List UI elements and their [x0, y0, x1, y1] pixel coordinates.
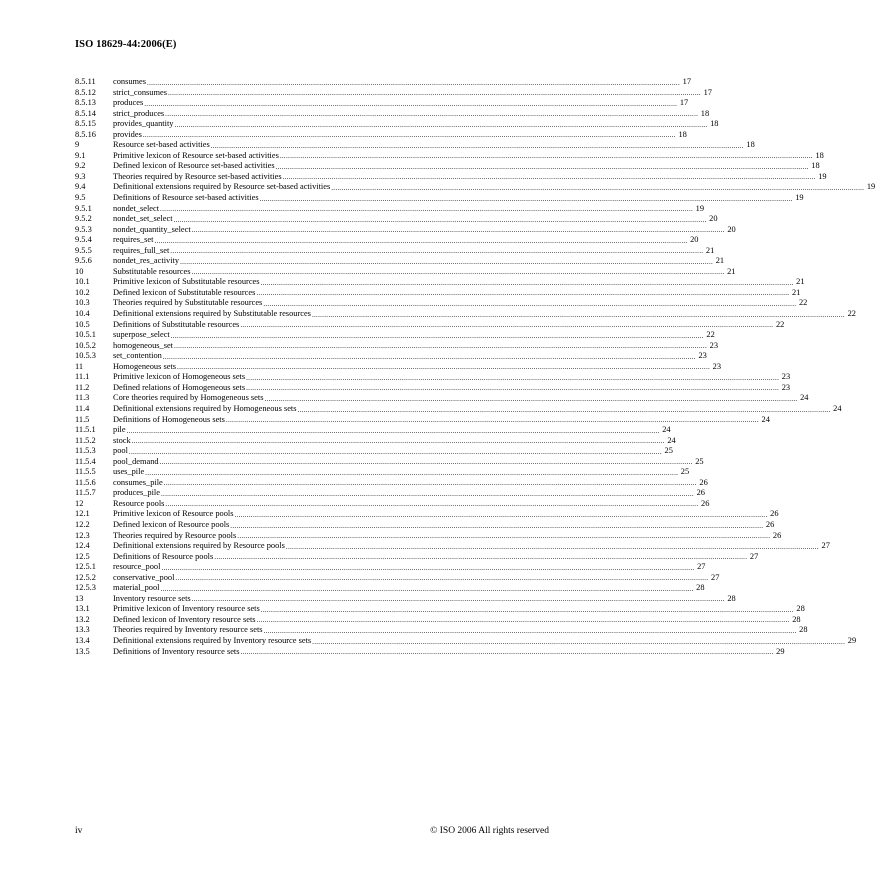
- toc-dot-leader: ....................................................................................................................................................................................................................................................................: [191, 595, 725, 604]
- toc-entry-title[interactable]: Definitional extensions required by Resource set-based activities: [113, 182, 331, 192]
- toc-entry-title[interactable]: pool_demand: [113, 456, 159, 466]
- toc-entry-title[interactable]: Primitive lexicon of Resource pools: [113, 509, 234, 519]
- toc-entry-number: 11.5.3: [75, 446, 96, 456]
- toc-entry[interactable]: [75, 519, 775, 531]
- toc-entry-title[interactable]: Primitive lexicon of Resource set-based activities: [113, 150, 279, 160]
- toc-entry[interactable]: [75, 488, 705, 499]
- toc-entry-title[interactable]: requires_set: [113, 235, 154, 245]
- toc-dot-leader: ....................................................................................................................................................................................................................................................................: [191, 226, 725, 235]
- toc-entry-number: 10.5.3: [75, 351, 96, 361]
- toc-dot-leader: ....................................................................................................................................................................................................................................................................: [260, 278, 794, 287]
- toc-dot-leader: ....................................................................................................................................................................................................................................................................: [160, 584, 694, 593]
- toc-entry[interactable]: [75, 77, 692, 88]
- toc-entry-page[interactable]: 18: [700, 108, 710, 118]
- toc-entry-number: 8.5.12: [75, 87, 96, 97]
- toc-entry-number: 8.5.15: [75, 119, 96, 129]
- toc-entry-number: 11.5.1: [75, 425, 96, 435]
- toc-entry[interactable]: [75, 635, 857, 647]
- toc-dot-leader: ....................................................................................................................................................................................................................................................................: [259, 194, 793, 203]
- toc-entry-page[interactable]: 18: [815, 150, 824, 160]
- toc-entry-title[interactable]: Theories required by Substitutable resources: [113, 298, 263, 308]
- toc-dot-leader: ....................................................................................................................................................................................................................................................................: [161, 563, 695, 572]
- toc-entry-title[interactable]: material_pool: [113, 583, 160, 593]
- toc-dot-leader: ....................................................................................................................................................................................................................................................................: [131, 437, 665, 446]
- toc-entry-title[interactable]: Primitive lexicon of Inventory resource sets: [113, 604, 260, 614]
- toc-entry-title[interactable]: Core theories required by Homogeneous sets: [113, 393, 264, 403]
- toc-entry-number: 11.4: [75, 403, 90, 413]
- toc-entry[interactable]: [75, 477, 708, 489]
- toc-entry-page[interactable]: 23: [781, 372, 791, 382]
- toc-dot-leader: ....................................................................................................................................................................................................................................................................: [263, 300, 797, 309]
- toc-dot-leader: ....................................................................................................................................................................................................................................................................: [256, 616, 790, 625]
- toc-dot-leader: ....................................................................................................................................................................................................................................................................: [163, 479, 697, 488]
- toc-entry[interactable]: [75, 182, 875, 193]
- toc-dot-leader: ....................................................................................................................................................................................................................................................................: [174, 120, 708, 129]
- toc-entry[interactable]: [75, 530, 782, 542]
- toc-entry-page[interactable]: 18: [746, 140, 755, 150]
- toc-entry-number: 9.5.6: [75, 256, 92, 266]
- toc-dot-leader: ....................................................................................................................................................................................................................................................................: [237, 532, 771, 541]
- toc-dot-leader: ....................................................................................................................................................................................................................................................................: [128, 447, 662, 456]
- toc-entry-page[interactable]: 28: [727, 593, 736, 603]
- toc-entry-number: 11.5: [75, 414, 90, 424]
- toc-entry-number: 8.5.13: [75, 98, 96, 108]
- toc-entry[interactable]: [75, 214, 718, 225]
- toc-entry-number: 8.5.16: [75, 129, 96, 139]
- toc-entry-page[interactable]: 18: [710, 119, 719, 129]
- toc-entry-page[interactable]: 24: [662, 425, 671, 435]
- toc-entry[interactable]: [75, 287, 801, 299]
- toc-entry[interactable]: [75, 319, 785, 331]
- toc-dot-leader: ....................................................................................................................................................................................................................................................................: [331, 184, 865, 193]
- toc-dot-leader: ....................................................................................................................................................................................................................................................................: [167, 89, 701, 98]
- toc-entry-title[interactable]: strict_consumes: [113, 87, 167, 97]
- toc-entry-page[interactable]: 22: [847, 309, 856, 319]
- toc-entry[interactable]: [75, 625, 808, 636]
- toc-entry-number: 10.1: [75, 277, 90, 287]
- toc-entry-title[interactable]: Definitions of Resource set-based activities: [113, 193, 259, 203]
- toc-entry-title[interactable]: Resource set-based activities: [113, 140, 210, 150]
- toc-entry-number: 13.4: [75, 635, 90, 645]
- toc-dot-leader: ....................................................................................................................................................................................................................................................................: [230, 521, 764, 530]
- toc-dot-leader: ....................................................................................................................................................................................................................................................................: [297, 405, 831, 414]
- toc-entry-title[interactable]: uses_pile: [113, 467, 145, 477]
- toc-entry-number: 11.5.2: [75, 435, 96, 445]
- toc-entry[interactable]: [75, 150, 824, 162]
- toc-entry[interactable]: [75, 140, 755, 151]
- toc-entry-page[interactable]: 21: [715, 256, 725, 266]
- toc-dot-leader: ....................................................................................................................................................................................................................................................................: [285, 542, 819, 551]
- toc-entry-title[interactable]: resource_pool: [113, 562, 161, 572]
- toc-entry-title[interactable]: Definitional extensions required by Resource pools: [113, 541, 285, 551]
- toc-dot-leader: ....................................................................................................................................................................................................................................................................: [174, 342, 708, 351]
- toc-dot-leader: ....................................................................................................................................................................................................................................................................: [225, 416, 759, 425]
- toc-entry-number: 8.5.11: [75, 77, 96, 86]
- toc-entry-number: 9.5.2: [75, 214, 92, 224]
- toc-entry-page[interactable]: 20: [727, 224, 736, 234]
- toc-entry-page[interactable]: 17: [703, 87, 712, 97]
- toc-entry-page[interactable]: 26: [699, 477, 708, 487]
- toc-dot-leader: ....................................................................................................................................................................................................................................................................: [144, 99, 678, 108]
- toc-entry[interactable]: [75, 256, 725, 267]
- toc-dot-leader: ....................................................................................................................................................................................................................................................................: [170, 331, 704, 340]
- toc-dot-leader: ....................................................................................................................................................................................................................................................................: [210, 141, 744, 150]
- toc-dot-leader: ....................................................................................................................................................................................................................................................................: [160, 489, 694, 498]
- toc-entry-title[interactable]: Definitional extensions required by Inventory resource sets: [113, 635, 312, 645]
- toc-entry-page[interactable]: 19: [695, 203, 705, 213]
- toc-entry-title[interactable]: Primitive lexicon of Homogeneous sets: [113, 372, 246, 382]
- toc-entry-page[interactable]: 24: [833, 403, 842, 413]
- toc-entry-page[interactable]: 21: [727, 266, 736, 276]
- toc-entry-title[interactable]: strict_produces: [113, 108, 165, 118]
- toc-entry-title[interactable]: nondet_quantity_select: [113, 224, 191, 234]
- toc-dot-leader: ....................................................................................................................................................................................................................................................................: [311, 310, 845, 319]
- toc-dot-leader: ....................................................................................................................................................................................................................................................................: [234, 510, 768, 519]
- toc-entry-number: 9.5.5: [75, 245, 92, 255]
- toc-entry-title[interactable]: Defined lexicon of Resource set-based activities: [113, 161, 275, 171]
- toc-entry[interactable]: [75, 403, 842, 415]
- toc-entry[interactable]: [75, 498, 710, 510]
- toc-entry-title[interactable]: nondet_set_select: [113, 214, 173, 224]
- toc-entry-page[interactable]: 24: [800, 393, 809, 403]
- toc-entry-page[interactable]: 21: [796, 277, 805, 287]
- toc-entry-title[interactable]: Theories required by Inventory resource sets: [113, 625, 263, 635]
- toc-entry-number: 10: [75, 266, 84, 276]
- toc-entry-number: 9.2: [75, 161, 86, 171]
- toc-dot-leader: ....................................................................................................................................................................................................................................................................: [162, 352, 696, 361]
- toc-entry[interactable]: [75, 572, 720, 584]
- toc-entry-number: 10.5.1: [75, 330, 96, 340]
- toc-entry-page[interactable]: 28: [792, 614, 801, 624]
- toc-entry-number: 8.5.14: [75, 108, 96, 118]
- toc-entry-title[interactable]: Defined lexicon of Inventory resource sets: [113, 614, 256, 624]
- toc-dot-leader: ....................................................................................................................................................................................................................................................................: [145, 468, 679, 477]
- toc-entry-page[interactable]: 25: [695, 456, 704, 466]
- toc-dot-leader: ....................................................................................................................................................................................................................................................................: [126, 426, 660, 435]
- toc-entry-title[interactable]: Definitions of Inventory resource sets: [113, 646, 240, 656]
- toc-entry[interactable]: [75, 425, 671, 436]
- toc-entry-title[interactable]: conservative_pool: [113, 572, 175, 582]
- toc-entry-page[interactable]: 26: [772, 530, 782, 540]
- toc-entry-number: 12.5: [75, 551, 90, 561]
- toc-entry-title[interactable]: Definitions of Resource pools: [113, 551, 214, 561]
- table-of-contents: [75, 77, 875, 657]
- toc-entry-title[interactable]: Theories required by Resource pools: [113, 530, 237, 540]
- toc-entry-number: 10.4: [75, 309, 90, 319]
- toc-dot-leader: ....................................................................................................................................................................................................................................................................: [260, 605, 794, 614]
- toc-entry-title[interactable]: homogeneous_set: [113, 340, 174, 350]
- footer-page-number: iv: [75, 826, 83, 836]
- toc-entry-title[interactable]: consumes: [113, 77, 147, 86]
- toc-entry[interactable]: [75, 161, 820, 172]
- toc-entry-number: 9.5.4: [75, 235, 92, 245]
- toc-entry-number: 13.2: [75, 614, 90, 624]
- toc-entry-page[interactable]: 18: [811, 161, 820, 171]
- toc-dot-leader: ....................................................................................................................................................................................................................................................................: [263, 626, 797, 635]
- toc-entry-page[interactable]: 26: [696, 488, 705, 498]
- toc-entry-page[interactable]: 26: [765, 519, 775, 529]
- toc-entry[interactable]: [75, 193, 804, 204]
- toc-entry[interactable]: [75, 298, 808, 309]
- toc-entry-number: 12.3: [75, 530, 90, 540]
- toc-entry-title[interactable]: nondet_select: [113, 203, 160, 213]
- toc-dot-leader: ....................................................................................................................................................................................................................................................................: [173, 215, 707, 224]
- toc-entry-page[interactable]: 29: [776, 646, 785, 656]
- toc-entry-title[interactable]: pool: [113, 446, 128, 456]
- toc-entry-title[interactable]: Defined lexicon of Substitutable resources: [113, 287, 256, 297]
- toc-entry-page[interactable]: 17: [682, 77, 692, 86]
- toc-entry[interactable]: [75, 351, 707, 362]
- toc-entry-page[interactable]: 25: [664, 446, 673, 456]
- toc-entry[interactable]: [75, 541, 830, 552]
- toc-dot-leader: ....................................................................................................................................................................................................................................................................: [177, 363, 711, 372]
- toc-entry-number: 12.5.2: [75, 572, 96, 582]
- toc-dot-leader: ....................................................................................................................................................................................................................................................................: [147, 78, 681, 87]
- toc-entry-number: 9.5.3: [75, 224, 92, 234]
- toc-entry-page[interactable]: 28: [799, 625, 808, 635]
- toc-dot-leader: ....................................................................................................................................................................................................................................................................: [180, 257, 714, 266]
- toc-entry-number: 11.3: [75, 393, 90, 403]
- toc-entry-title[interactable]: consumes_pile: [113, 477, 163, 487]
- toc-entry[interactable]: [75, 393, 809, 404]
- toc-entry-title[interactable]: Defined lexicon of Resource pools: [113, 519, 230, 529]
- toc-entry-title[interactable]: requires_full_set: [113, 245, 170, 255]
- toc-entry[interactable]: [75, 330, 715, 341]
- toc-entry-page[interactable]: 27: [697, 562, 706, 572]
- toc-entry[interactable]: [75, 87, 712, 99]
- toc-entry-page[interactable]: 27: [821, 541, 830, 551]
- toc-dot-leader: ....................................................................................................................................................................................................................................................................: [256, 289, 790, 298]
- toc-entry-title[interactable]: provides_quantity: [113, 119, 174, 129]
- toc-entry-page[interactable]: 28: [696, 583, 705, 593]
- toc-entry-page[interactable]: 20: [709, 214, 718, 224]
- toc-entry[interactable]: [75, 646, 785, 658]
- toc-entry-page[interactable]: 21: [705, 245, 715, 255]
- toc-dot-leader: ....................................................................................................................................................................................................................................................................: [160, 205, 694, 214]
- toc-entry-number: 12.1: [75, 509, 90, 519]
- toc-entry-number: 10.5: [75, 319, 90, 329]
- toc-entry-page[interactable]: 23: [781, 382, 791, 392]
- toc-dot-leader: ....................................................................................................................................................................................................................................................................: [154, 236, 688, 245]
- toc-entry-page[interactable]: 26: [701, 498, 710, 508]
- toc-entry-number: 11: [75, 361, 84, 371]
- toc-entry[interactable]: [75, 361, 722, 373]
- toc-entry-title[interactable]: superpose_select: [113, 330, 170, 340]
- toc-entry[interactable]: [75, 604, 805, 615]
- toc-dot-leader: ....................................................................................................................................................................................................................................................................: [246, 373, 780, 382]
- toc-entry-page[interactable]: 23: [698, 351, 707, 361]
- toc-entry-page[interactable]: 22: [798, 298, 808, 308]
- toc-entry[interactable]: [75, 456, 704, 468]
- toc-entry-number: 11.2: [75, 382, 90, 392]
- toc-entry-page[interactable]: 22: [706, 330, 715, 340]
- toc-entry[interactable]: [75, 446, 673, 457]
- toc-entry[interactable]: [75, 224, 736, 236]
- toc-entry-title[interactable]: produces: [113, 98, 144, 108]
- footer-copyright: © ISO 2006 All rights reserved: [430, 826, 549, 836]
- toc-entry[interactable]: [75, 245, 715, 257]
- toc-entry-title[interactable]: provides: [113, 129, 142, 139]
- toc-entry[interactable]: [75, 277, 805, 288]
- toc-entry[interactable]: [75, 509, 779, 520]
- toc-entry-number: 10.3: [75, 298, 90, 308]
- toc-dot-leader: ....................................................................................................................................................................................................................................................................: [159, 458, 693, 467]
- toc-entry-page[interactable]: 19: [866, 182, 875, 192]
- toc-entry[interactable]: [75, 235, 699, 246]
- toc-entry-page[interactable]: 22: [775, 319, 785, 329]
- toc-entry-number: 11.5.4: [75, 456, 96, 466]
- toc-entry-title[interactable]: pile: [113, 425, 126, 435]
- toc-entry-title[interactable]: Inventory resource sets: [113, 593, 191, 603]
- toc-entry-title[interactable]: Defined relations of Homogeneous sets: [113, 382, 246, 392]
- toc-entry[interactable]: [75, 119, 719, 130]
- toc-entry-number: 12.5.1: [75, 562, 96, 572]
- toc-entry[interactable]: [75, 129, 687, 141]
- toc-entry[interactable]: [75, 98, 689, 109]
- toc-dot-leader: ....................................................................................................................................................................................................................................................................: [240, 648, 774, 657]
- toc-entry-page[interactable]: 21: [791, 287, 801, 297]
- toc-entry-number: 13.1: [75, 604, 90, 614]
- toc-entry-number: 9.5: [75, 193, 86, 203]
- toc-dot-leader: ....................................................................................................................................................................................................................................................................: [170, 247, 704, 256]
- toc-entry-number: 12.5.3: [75, 583, 96, 593]
- toc-entry-page[interactable]: 27: [749, 551, 759, 561]
- toc-entry-title[interactable]: nondet_res_activity: [113, 256, 180, 266]
- toc-entry-title[interactable]: Definitions of Homogeneous sets: [113, 414, 225, 424]
- toc-entry-title[interactable]: Definitional extensions required by Substitutable resources: [113, 309, 311, 319]
- page-footer: [75, 826, 549, 836]
- toc-dot-leader: ....................................................................................................................................................................................................................................................................: [191, 268, 725, 277]
- toc-entry-page[interactable]: 23: [709, 340, 719, 350]
- toc-entry-number: 9.3: [75, 171, 86, 181]
- toc-entry-number: 13.3: [75, 625, 90, 635]
- toc-dot-leader: ....................................................................................................................................................................................................................................................................: [175, 574, 709, 583]
- toc-entry[interactable]: [75, 593, 736, 605]
- toc-entry-title[interactable]: Homogeneous sets: [113, 361, 177, 371]
- toc-dot-leader: ....................................................................................................................................................................................................................................................................: [282, 173, 816, 182]
- toc-entry-number: 9: [75, 140, 80, 150]
- toc-entry[interactable]: [75, 108, 710, 120]
- document-header: ISO 18629-44:2006(E): [75, 39, 177, 50]
- toc-dot-leader: ....................................................................................................................................................................................................................................................................: [214, 553, 748, 562]
- toc-dot-leader: ....................................................................................................................................................................................................................................................................: [165, 110, 699, 119]
- toc-entry-page[interactable]: 27: [711, 572, 720, 582]
- toc-entry[interactable]: [75, 266, 736, 278]
- toc-dot-leader: ....................................................................................................................................................................................................................................................................: [240, 321, 774, 330]
- toc-entry-title[interactable]: produces_pile: [113, 488, 160, 498]
- toc-entry[interactable]: [75, 372, 791, 383]
- toc-entry-number: 11.5.7: [75, 488, 96, 498]
- toc-entry-number: 12.2: [75, 519, 90, 529]
- toc-entry-page[interactable]: 18: [678, 129, 687, 139]
- toc-entry[interactable]: [75, 551, 759, 563]
- toc-entry-page[interactable]: 28: [796, 604, 805, 614]
- toc-entry[interactable]: [75, 435, 676, 447]
- toc-dot-leader: ....................................................................................................................................................................................................................................................................: [246, 384, 780, 393]
- toc-entry-number: 10.5.2: [75, 340, 96, 350]
- toc-entry-page[interactable]: 17: [679, 98, 689, 108]
- toc-entry[interactable]: [75, 340, 719, 352]
- toc-entry-title[interactable]: Theories required by Resource set-based activities: [113, 171, 282, 181]
- toc-entry-page[interactable]: 23: [712, 361, 722, 371]
- toc-entry-page[interactable]: 24: [761, 414, 770, 424]
- toc-entry-number: 9.5.1: [75, 203, 92, 213]
- toc-entry-title[interactable]: Definitional extensions required by Homogeneous sets: [113, 403, 297, 413]
- toc-entry-number: 13.5: [75, 646, 90, 656]
- toc-entry-number: 10.2: [75, 287, 90, 297]
- toc-entry[interactable]: [75, 562, 706, 573]
- toc-entry-title[interactable]: Substitutable resources: [113, 266, 191, 276]
- toc-dot-leader: ....................................................................................................................................................................................................................................................................: [142, 131, 676, 140]
- toc-entry-number: 12: [75, 498, 84, 508]
- toc-entry-number: 13: [75, 593, 84, 603]
- toc-entry[interactable]: [75, 414, 770, 426]
- toc-entry-title[interactable]: set_contention: [113, 351, 162, 361]
- toc-dot-leader: ....................................................................................................................................................................................................................................................................: [279, 152, 813, 161]
- toc-entry-page[interactable]: 26: [770, 509, 779, 519]
- toc-entry-page[interactable]: 25: [680, 467, 690, 477]
- toc-entry[interactable]: [75, 583, 705, 594]
- toc-entry[interactable]: [75, 467, 690, 478]
- toc-dot-leader: ....................................................................................................................................................................................................................................................................: [275, 162, 809, 171]
- toc-entry-number: 9.4: [75, 182, 86, 192]
- toc-dot-leader: ....................................................................................................................................................................................................................................................................: [165, 500, 699, 509]
- toc-entry[interactable]: [75, 203, 705, 215]
- toc-entry[interactable]: [75, 382, 791, 394]
- toc-entry-number: 11.5.5: [75, 467, 96, 477]
- toc-entry-number: 12.4: [75, 541, 90, 551]
- toc-entry-page[interactable]: 19: [795, 193, 804, 203]
- toc-dot-leader: ....................................................................................................................................................................................................................................................................: [312, 637, 846, 646]
- toc-entry-page[interactable]: 29: [847, 635, 857, 645]
- toc-entry[interactable]: [75, 614, 801, 626]
- toc-entry-page[interactable]: 19: [818, 171, 827, 181]
- toc-entry-page[interactable]: 24: [667, 435, 676, 445]
- toc-entry-title[interactable]: Resource pools: [113, 498, 165, 508]
- toc-entry-number: 11.1: [75, 372, 90, 382]
- toc-entry[interactable]: [75, 171, 827, 183]
- toc-entry-title[interactable]: Primitive lexicon of Substitutable resources: [113, 277, 260, 287]
- toc-entry-number: 11.5.6: [75, 477, 96, 487]
- toc-entry-number: 9.1: [75, 150, 86, 160]
- toc-entry-page[interactable]: 20: [690, 235, 699, 245]
- toc-dot-leader: ....................................................................................................................................................................................................................................................................: [264, 394, 798, 403]
- toc-entry-title[interactable]: Definitions of Substitutable resources: [113, 319, 240, 329]
- toc-entry[interactable]: [75, 309, 856, 320]
- toc-entry-title[interactable]: stock: [113, 435, 131, 445]
